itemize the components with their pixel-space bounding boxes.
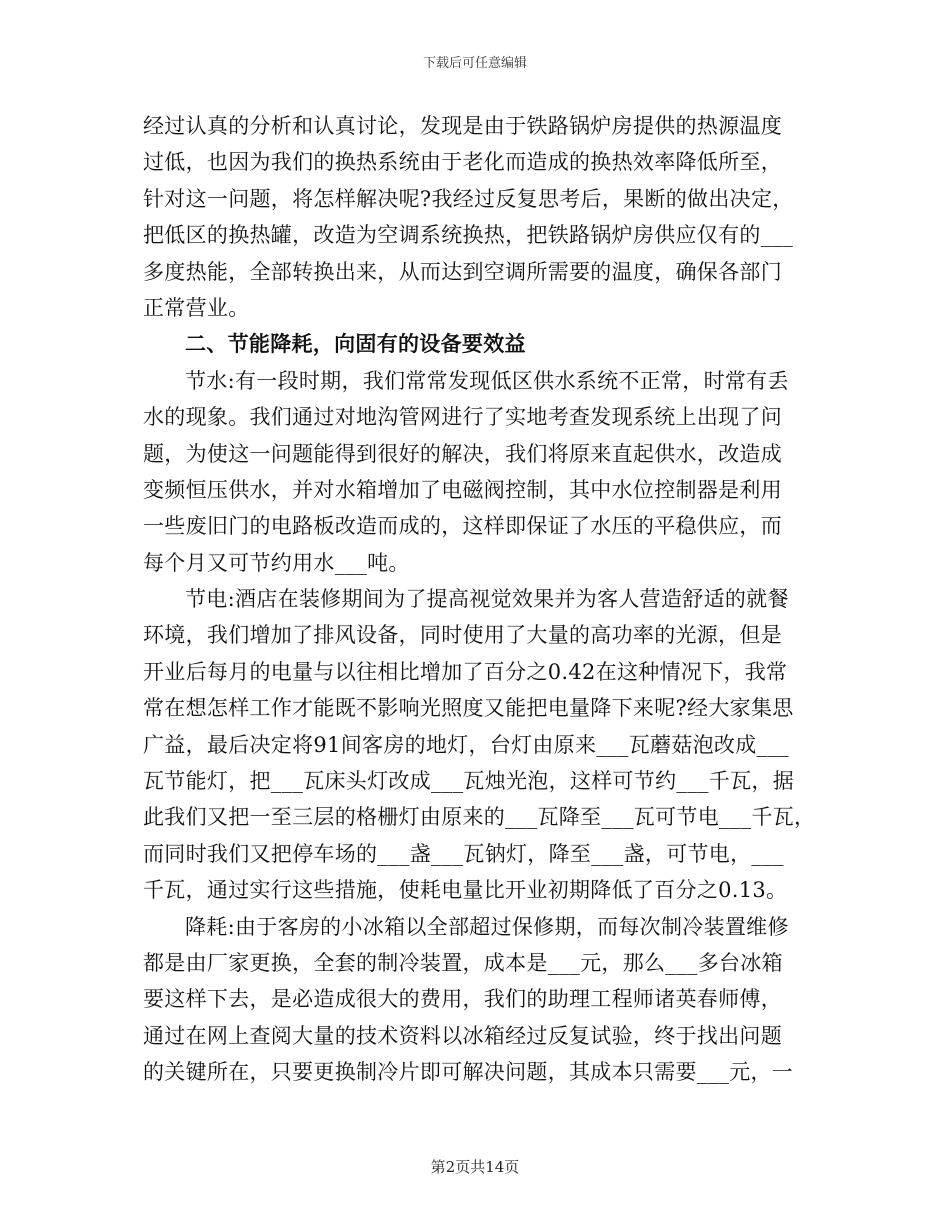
paragraph-line: 的关键所在，只要更换制冷片即可解决问题，其成本只需要___元，一 — [143, 1060, 794, 1085]
paragraph-line: 而同时我们又把停车场的___盏___瓦钠灯，降至___盏，可节电，___ — [143, 841, 784, 866]
paragraph-line: 瓦节能灯，把___瓦床头灯改成___瓦烛光泡，这样可节约___千瓦，据 — [143, 769, 794, 794]
paragraph-line: 节电:酒店在装修期间为了提高视觉效果并为客人营造舒适的就餐 — [185, 587, 789, 612]
paragraph-line: 题，为使这一问题能得到很好的解决，我们将原来直起供水，改造成 — [143, 441, 782, 466]
paragraph-line: 水的现象。我们通过对地沟管网进行了实地考查发现系统上出现了问 — [143, 405, 782, 430]
paragraph-line: 此我们又把一至三层的格栅灯由原来的___瓦降至___瓦可节电___千瓦， — [143, 805, 816, 830]
document-body — [143, 108, 823, 1091]
paragraph-line: 变频恒压供水，并对水箱增加了电磁阀控制，其中水位控制器是利用 — [143, 477, 782, 502]
paragraph-line: 广益，最后决定将91间客房的地灯，台灯由原来___瓦蘑菇泡改成___ — [143, 732, 789, 757]
page-number: 第2页共14页 — [430, 1158, 520, 1176]
paragraph-line: 千瓦，通过实行这些措施，使耗电量比开业初期降低了百分之0.13。 — [143, 878, 788, 903]
paragraph-line: 一些废旧门的电路板改造而成的，这样即保证了水压的平稳供应，而 — [143, 514, 782, 539]
paragraph-line: 节水:有一段时期，我们常常发现低区供水系统不正常，时常有丢 — [185, 368, 789, 393]
paragraph-line: 多度热能，全部转换出来，从而达到空调所需要的温度，确保各部门 — [143, 259, 782, 284]
paragraph-line: 把低区的换热罐，改造为空调系统换热，把铁路锅炉房供应仅有的___ — [143, 223, 794, 248]
paragraph-line: 每个月又可节约用水___吨。 — [143, 550, 410, 575]
section-heading: 二、节能降耗，向固有的设备要效益 — [185, 331, 526, 357]
paragraph-line: 环境，我们增加了排风设备，同时使用了大量的高功率的光源，但是 — [143, 623, 782, 648]
paragraph-line: 要这样下去，是必造成很大的费用，我们的助理工程师诸英春师傅， — [143, 987, 782, 1012]
page-header: 下载后可任意编辑 — [422, 56, 527, 71]
paragraph-line: 经过认真的分析和认真讨论，发现是由于铁路锅炉房提供的热源温度 — [143, 114, 782, 138]
paragraph-line: 都是由厂家更换，全套的制冷装置，成本是___元，那么___多台冰箱 — [143, 950, 783, 975]
paragraph-line: 降耗:由于客房的小冰箱以全部超过保修期，而每次制冷装置维修 — [185, 914, 789, 939]
paragraph-line: 针对这一问题，将怎样解决呢?我经过反复思考后，果断的做出决定， — [143, 186, 794, 211]
paragraph-line: 正常营业。 — [143, 295, 250, 320]
paragraph-line: 开业后每月的电量与以往相比增加了百分之0.42在这种情况下，我常 — [143, 659, 788, 684]
paragraph-line: 通过在网上查阅大量的技术资料以冰箱经过反复试验，终于找出问题 — [143, 1023, 782, 1048]
paragraph-line: 过低，也因为我们的换热系统由于老化而造成的换热效率降低所至， — [143, 150, 782, 175]
paragraph-line: 常在想怎样工作才能既不影响光照度又能把电量降下来呢?经大家集思 — [143, 696, 794, 721]
